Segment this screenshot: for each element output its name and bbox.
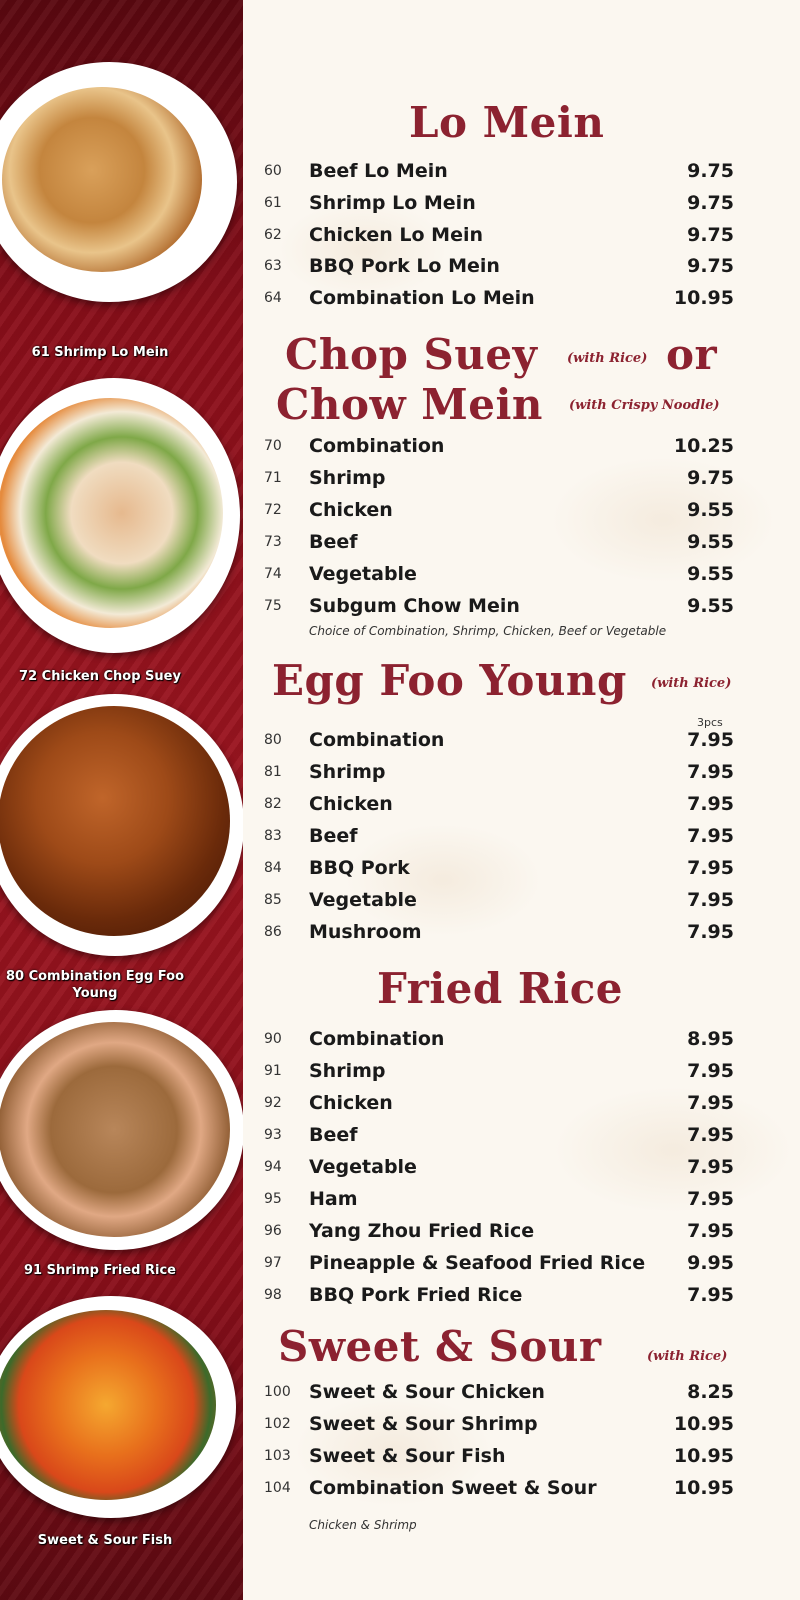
menu-item-price: 7.95	[687, 921, 734, 943]
menu-item-name: Subgum Chow Mein	[309, 595, 520, 617]
menu-item-number: 72	[264, 502, 282, 518]
menu-item	[264, 854, 734, 884]
menu-item-price: 9.75	[687, 467, 734, 489]
menu-item	[264, 1025, 734, 1055]
menu-item-name: Mushroom	[309, 921, 422, 943]
menu-item	[264, 221, 734, 251]
menu-item-price: 9.55	[687, 531, 734, 553]
menu-item-name: Chicken	[309, 499, 393, 521]
menu-item-price: 9.75	[687, 191, 734, 214]
photo-caption: 80 Combination Egg Foo Young	[5, 969, 185, 1001]
menu-item-name: Beef	[309, 531, 358, 553]
menu-item-name: Sweet & Sour Fish	[309, 1445, 506, 1467]
menu-item	[264, 1442, 734, 1472]
photo-chicken-chop-suey	[0, 378, 240, 653]
menu-item	[264, 1057, 734, 1087]
egg-foo-young-pcs: 3pcs	[697, 716, 723, 729]
menu-item-name: Ham	[309, 1188, 358, 1210]
menu-item-price: 7.95	[687, 825, 734, 847]
menu-item-name: Sweet & Sour Shrimp	[309, 1413, 538, 1435]
menu-item	[264, 284, 734, 314]
photo-column	[0, 0, 243, 1600]
menu-item-name: Beef Lo Mein	[309, 160, 448, 182]
menu-item-price: 7.95	[687, 1060, 734, 1082]
menu-item-number: 71	[264, 470, 282, 486]
menu-item	[264, 1121, 734, 1151]
menu-item-number: 91	[264, 1063, 282, 1079]
menu-item-price: 7.95	[687, 1220, 734, 1242]
section-title-chow-mein: Chow Mein	[276, 380, 543, 429]
menu-item	[264, 1217, 734, 1247]
menu-item-price: 9.75	[687, 223, 734, 246]
menu-item-number: 94	[264, 1159, 282, 1175]
menu-item-number: 83	[264, 828, 282, 844]
menu-item	[264, 1089, 734, 1119]
menu-item-number: 103	[264, 1448, 291, 1464]
chow-mein-note: (with Crispy Noodle)	[569, 398, 720, 413]
menu-item-name: Yang Zhou Fried Rice	[309, 1220, 535, 1242]
menu-item-price: 7.95	[687, 1092, 734, 1114]
menu-item	[264, 157, 734, 187]
photo-caption: 61 Shrimp Lo Mein	[31, 345, 169, 360]
section-title-egg-foo-young: Egg Foo Young	[272, 656, 627, 705]
menu-item-number: 61	[264, 194, 282, 211]
menu-item-number: 95	[264, 1191, 282, 1207]
menu-item	[264, 252, 734, 282]
photo-caption: 91 Shrimp Fried Rice	[23, 1263, 177, 1278]
photo-shrimp-lo-mein	[0, 62, 237, 302]
menu-item-number: 73	[264, 534, 282, 550]
menu-item-number: 70	[264, 438, 282, 454]
photo-caption: Sweet & Sour Fish	[37, 1533, 173, 1548]
menu-item	[264, 432, 734, 462]
menu-item-number: 84	[264, 860, 282, 876]
menu-item-number: 96	[264, 1223, 282, 1239]
menu-item-number: 63	[264, 258, 282, 275]
menu-item-price: 10.95	[673, 1445, 734, 1467]
menu-item-name: BBQ Pork Lo Mein	[309, 255, 500, 278]
menu-item-number: 97	[264, 1255, 282, 1271]
menu-item	[264, 464, 734, 494]
menu-item-name: Sweet & Sour Chicken	[309, 1381, 545, 1403]
menu-item-price: 8.25	[687, 1381, 734, 1403]
menu-item-number: 86	[264, 924, 282, 940]
menu-item-number: 80	[264, 732, 282, 748]
menu-item	[264, 758, 734, 788]
photo-caption: 72 Chicken Chop Suey	[19, 669, 181, 684]
menu-item-name: Shrimp	[309, 761, 386, 783]
menu-item-name: BBQ Pork Fried Rice	[309, 1284, 523, 1306]
menu-item-number: 98	[264, 1287, 282, 1303]
section-title-or: or	[666, 330, 718, 379]
menu-item-number: 60	[264, 163, 282, 179]
menu-item	[264, 918, 734, 948]
menu-item-price: 8.95	[687, 1028, 734, 1050]
menu-item-name: Combination Sweet & Sour	[309, 1477, 597, 1499]
menu-item-name: Shrimp	[309, 1060, 386, 1082]
menu-item-number: 90	[264, 1031, 282, 1047]
menu-item-name: BBQ Pork	[309, 857, 410, 879]
menu-item-number: 64	[264, 290, 282, 307]
menu-item-number: 81	[264, 764, 282, 780]
menu-item-number: 102	[264, 1416, 291, 1432]
photo-egg-foo-young	[0, 694, 244, 956]
chop-suey-note: (with Rice)	[567, 351, 648, 366]
menu-item-number: 82	[264, 796, 282, 812]
menu-item-price: 7.95	[687, 857, 734, 879]
photo-shrimp-fried-rice	[0, 1010, 244, 1250]
menu-item-price: 7.95	[687, 729, 734, 751]
photo-sweet-sour-fish	[0, 1296, 236, 1518]
menu-item-name: Combination	[309, 1028, 445, 1050]
menu-item-name: Shrimp	[309, 467, 386, 489]
menu-item-name: Beef	[309, 825, 358, 847]
menu-item-number: 74	[264, 566, 282, 582]
menu-item-price: 7.95	[687, 793, 734, 815]
menu-item	[264, 790, 734, 820]
menu-item-name: Shrimp Lo Mein	[309, 191, 476, 214]
menu-item	[264, 528, 734, 558]
menu-item-name: Chicken	[309, 793, 393, 815]
menu-item-price: 7.95	[687, 1124, 734, 1146]
menu-item	[264, 496, 734, 526]
menu-item-price: 10.95	[673, 1477, 734, 1499]
menu-item-number: 62	[264, 226, 282, 243]
menu-item-name: Vegetable	[309, 563, 417, 585]
menu-item-price: 9.55	[687, 563, 734, 585]
menu-item	[264, 1410, 734, 1440]
menu-item-name: Combination Lo Mein	[309, 287, 535, 310]
menu-item-number: 75	[264, 598, 282, 614]
section-title-chop-suey: Chop Suey	[285, 330, 538, 379]
menu-item	[264, 886, 734, 916]
menu-item-price: 9.75	[687, 160, 734, 182]
menu-item-price: 7.95	[687, 1156, 734, 1178]
section-title-lo-mein: Lo Mein	[409, 98, 605, 147]
menu-item-number: 100	[264, 1384, 291, 1400]
egg-foo-young-note: (with Rice)	[651, 676, 732, 691]
menu-item-price: 7.95	[687, 1188, 734, 1210]
menu-item-price: 9.55	[687, 595, 734, 617]
menu-item	[264, 1185, 734, 1215]
menu-item	[264, 1153, 734, 1183]
menu-item	[264, 1378, 734, 1408]
menu-item-price: 7.95	[687, 1284, 734, 1306]
menu-item-name: Combination	[309, 435, 445, 457]
menu-item-name: Vegetable	[309, 1156, 417, 1178]
menu-item-price: 7.95	[687, 889, 734, 911]
section-title-fried-rice: Fried Rice	[377, 964, 624, 1013]
menu-item-price: 9.75	[687, 255, 734, 278]
menu-item-name: Pineapple & Seafood Fried Rice	[309, 1252, 646, 1274]
sweet-sour-note: (with Rice)	[647, 1349, 728, 1364]
menu-item-price: 9.95	[687, 1252, 734, 1274]
menu-item-price: 7.95	[687, 761, 734, 783]
menu-item-name: Chicken	[309, 1092, 393, 1114]
menu-item	[264, 592, 734, 622]
menu-item-price: 9.55	[687, 499, 734, 521]
menu-item-price: 10.25	[673, 435, 734, 457]
menu-item-price: 10.95	[673, 1413, 734, 1435]
chop-suey-description: Choice of Combination, Shrimp, Chicken, Beef or Vegetable	[309, 624, 667, 638]
menu-item-name: Vegetable	[309, 889, 417, 911]
menu-item-number: 85	[264, 892, 282, 908]
menu-item	[264, 189, 734, 219]
sweet-sour-description: Chicken & Shrimp	[309, 1518, 417, 1532]
menu-item-number: 93	[264, 1127, 282, 1143]
menu-item	[264, 1281, 734, 1311]
menu-item	[264, 726, 734, 756]
menu-item	[264, 1474, 734, 1504]
menu-item-price: 10.95	[673, 287, 734, 310]
menu-item	[264, 560, 734, 590]
menu-item-name: Chicken Lo Mein	[309, 223, 484, 246]
section-title-sweet-sour: Sweet & Sour	[278, 1322, 602, 1371]
menu-item	[264, 1249, 734, 1279]
menu-item-name: Beef	[309, 1124, 358, 1146]
menu-item-name: Combination	[309, 729, 445, 751]
menu-item	[264, 822, 734, 852]
menu-item-number: 104	[264, 1480, 291, 1496]
menu-item-number: 92	[264, 1095, 282, 1111]
